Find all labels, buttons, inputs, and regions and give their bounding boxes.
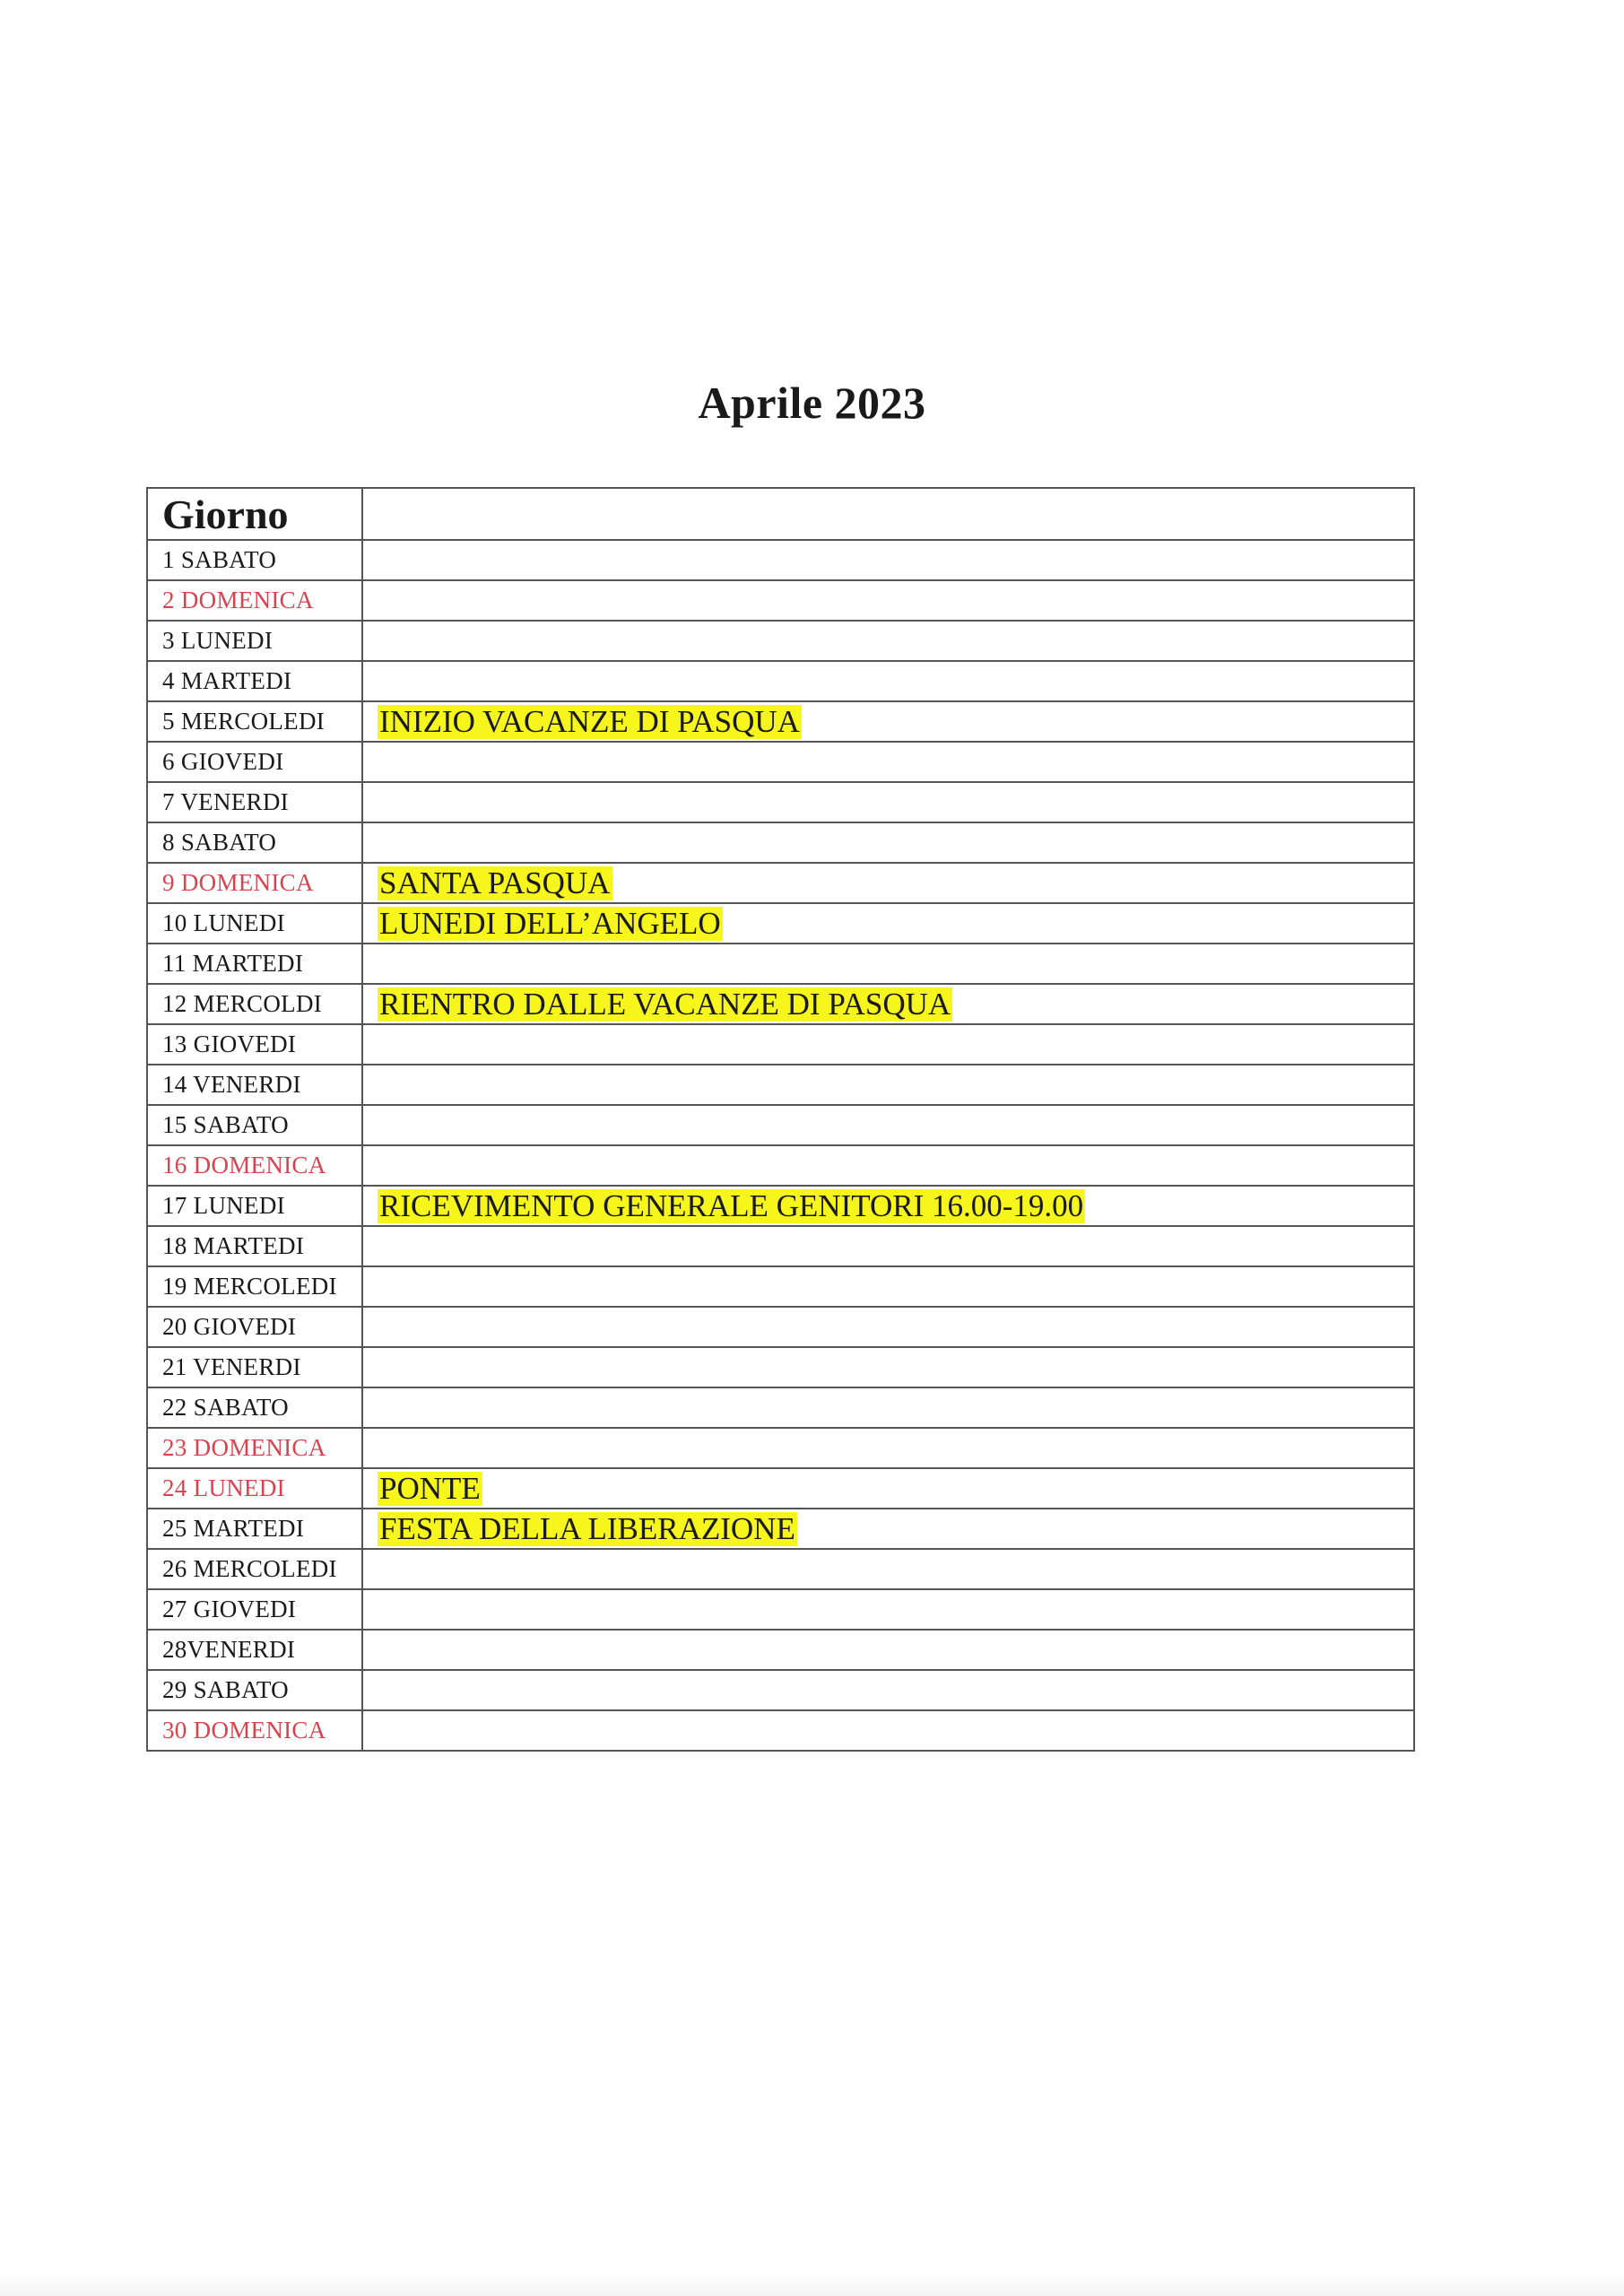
day-row xyxy=(147,822,1414,863)
event-text: RICEVIMENTO GENERALE GENITORI 16.00-19.00 xyxy=(379,1187,1084,1223)
day-label: 24 LUNEDI xyxy=(147,1468,362,1509)
event-cell xyxy=(362,1226,1414,1266)
scan-edge xyxy=(0,2274,1624,2296)
event-cell xyxy=(362,1670,1414,1710)
event-text: RIENTRO DALLE VACANZE DI PASQUA xyxy=(379,986,951,1022)
day-row xyxy=(147,1509,1414,1549)
day-row xyxy=(147,1468,1414,1509)
day-label: 23 DOMENICA xyxy=(147,1428,362,1468)
event-cell xyxy=(362,944,1414,984)
day-label: 5 MERCOLEDI xyxy=(147,701,362,742)
event-text: LUNEDI DELL’ANGELO xyxy=(379,905,721,941)
day-row xyxy=(147,863,1414,903)
day-row xyxy=(147,1024,1414,1065)
day-row xyxy=(147,661,1414,701)
day-column-header: Giorno xyxy=(147,488,362,540)
day-row xyxy=(147,580,1414,621)
day-label: 12 MERCOLDI xyxy=(147,984,362,1024)
day-label: 20 GIOVEDI xyxy=(147,1307,362,1347)
event-cell xyxy=(362,1509,1414,1549)
day-label: 19 MERCOLEDI xyxy=(147,1266,362,1307)
event-cell xyxy=(362,1105,1414,1145)
day-row xyxy=(147,1105,1414,1145)
calendar-table xyxy=(146,487,1415,1752)
day-label: 9 DOMENICA xyxy=(147,863,362,903)
day-label: 22 SABATO xyxy=(147,1387,362,1428)
day-row xyxy=(147,540,1414,580)
event-cell xyxy=(362,1065,1414,1105)
day-label: 21 VENERDI xyxy=(147,1347,362,1387)
event-cell xyxy=(362,1710,1414,1751)
event-text: INIZIO VACANZE DI PASQUA xyxy=(379,703,800,739)
event-cell xyxy=(362,863,1414,903)
day-label: 13 GIOVEDI xyxy=(147,1024,362,1065)
day-row xyxy=(147,1145,1414,1186)
day-label: 2 DOMENICA xyxy=(147,580,362,621)
day-row xyxy=(147,1630,1414,1670)
event-text: PONTE xyxy=(379,1470,481,1506)
event-cell xyxy=(362,1266,1414,1307)
day-label: 27 GIOVEDI xyxy=(147,1589,362,1630)
event-cell xyxy=(362,1145,1414,1186)
day-label: 29 SABATO xyxy=(147,1670,362,1710)
day-label: 30 DOMENICA xyxy=(147,1710,362,1751)
day-row xyxy=(147,621,1414,661)
event-cell xyxy=(362,1347,1414,1387)
day-label: 15 SABATO xyxy=(147,1105,362,1145)
day-row xyxy=(147,1549,1414,1589)
day-row xyxy=(147,1266,1414,1307)
event-cell xyxy=(362,1589,1414,1630)
calendar-body xyxy=(147,488,1414,1751)
event-cell xyxy=(362,742,1414,782)
event-cell xyxy=(362,1387,1414,1428)
day-row xyxy=(147,742,1414,782)
page-title: Aprile 2023 xyxy=(698,378,926,428)
event-cell xyxy=(362,1428,1414,1468)
day-row xyxy=(147,944,1414,984)
day-label: 6 GIOVEDI xyxy=(147,742,362,782)
calendar-header-row xyxy=(147,488,1414,540)
event-text: SANTA PASQUA xyxy=(379,865,611,900)
day-row xyxy=(147,1226,1414,1266)
day-row xyxy=(147,782,1414,822)
event-cell xyxy=(362,1630,1414,1670)
day-label: 7 VENERDI xyxy=(147,782,362,822)
day-row xyxy=(147,984,1414,1024)
day-row xyxy=(147,1347,1414,1387)
event-text: FESTA DELLA LIBERAZIONE xyxy=(379,1510,795,1546)
day-label: 4 MARTEDI xyxy=(147,661,362,701)
event-cell xyxy=(362,701,1414,742)
event-cell xyxy=(362,580,1414,621)
day-label: 1 SABATO xyxy=(147,540,362,580)
day-row xyxy=(147,1589,1414,1630)
day-label: 10 LUNEDI xyxy=(147,903,362,944)
day-label: 3 LUNEDI xyxy=(147,621,362,661)
event-cell xyxy=(362,1468,1414,1509)
event-cell xyxy=(362,984,1414,1024)
event-cell xyxy=(362,1024,1414,1065)
day-label: 14 VENERDI xyxy=(147,1065,362,1105)
day-row xyxy=(147,1186,1414,1226)
event-cell xyxy=(362,822,1414,863)
event-cell xyxy=(362,1307,1414,1347)
day-label: 17 LUNEDI xyxy=(147,1186,362,1226)
day-label: 8 SABATO xyxy=(147,822,362,863)
event-cell xyxy=(362,661,1414,701)
day-row xyxy=(147,1428,1414,1468)
day-row xyxy=(147,1670,1414,1710)
day-label: 18 MARTEDI xyxy=(147,1226,362,1266)
day-row xyxy=(147,1307,1414,1347)
day-label: 16 DOMENICA xyxy=(147,1145,362,1186)
day-row xyxy=(147,903,1414,944)
day-label: 25 MARTEDI xyxy=(147,1509,362,1549)
event-cell xyxy=(362,782,1414,822)
event-cell xyxy=(362,1549,1414,1589)
event-column-header xyxy=(362,488,1414,540)
event-cell xyxy=(362,1186,1414,1226)
event-cell xyxy=(362,621,1414,661)
day-row xyxy=(147,1065,1414,1105)
day-row xyxy=(147,1387,1414,1428)
event-cell xyxy=(362,903,1414,944)
day-label: 11 MARTEDI xyxy=(147,944,362,984)
day-label: 26 MERCOLEDI xyxy=(147,1549,362,1589)
day-row xyxy=(147,1710,1414,1751)
day-label: 28VENERDI xyxy=(147,1630,362,1670)
event-cell xyxy=(362,540,1414,580)
day-row xyxy=(147,701,1414,742)
